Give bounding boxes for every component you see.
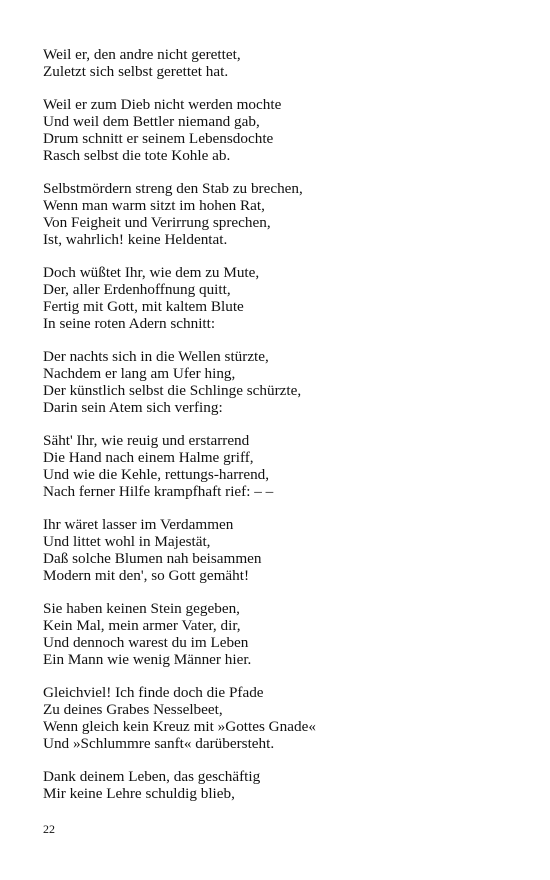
poem-line: Und wie die Kehle, rettungs-harrend, bbox=[43, 466, 270, 483]
poem-line: Die Hand nach einem Halme griff, bbox=[43, 449, 254, 466]
poem-text bbox=[43, 46, 523, 818]
poem-line: Und dennoch warest du im Leben bbox=[43, 634, 249, 651]
poem-line: Kein Mal, mein armer Vater, dir, bbox=[43, 617, 241, 634]
stanza bbox=[43, 516, 523, 584]
poem-line: Der künstlich selbst die Schlinge schürzte, bbox=[43, 382, 302, 399]
stanza bbox=[43, 432, 523, 500]
poem-line: Nach ferner Hilfe krampfhaft rief: – – bbox=[43, 483, 274, 500]
poem-line: Sie haben keinen Stein gegeben, bbox=[43, 600, 240, 617]
poem-line: In seine roten Adern schnitt: bbox=[43, 315, 216, 332]
poem-line: Selbstmördern streng den Stab zu brechen, bbox=[43, 180, 303, 197]
poem-line: Rasch selbst die tote Kohle ab. bbox=[43, 147, 231, 164]
poem-line: Gleichviel! Ich finde doch die Pfade bbox=[43, 684, 264, 701]
stanza bbox=[43, 768, 523, 802]
poem-line: Mir keine Lehre schuldig blieb, bbox=[43, 785, 235, 802]
poem-line: Säht' Ihr, wie reuig und erstarrend bbox=[43, 432, 250, 449]
poem-line: Weil er, den andre nicht gerettet, bbox=[43, 46, 241, 63]
poem-line: Daß solche Blumen nah beisammen bbox=[43, 550, 262, 567]
poem-line: Drum schnitt er seinem Lebensdochte bbox=[43, 130, 274, 147]
poem-line: Wenn man warm sitzt im hohen Rat, bbox=[43, 197, 265, 214]
poem-line: Weil er zum Dieb nicht werden mochte bbox=[43, 96, 282, 113]
poem-line: Und littet wohl in Majestät, bbox=[43, 533, 211, 550]
stanza bbox=[43, 348, 523, 416]
stanza bbox=[43, 600, 523, 668]
poem-line: Ein Mann wie wenig Männer hier. bbox=[43, 651, 252, 668]
poem-line: Nachdem er lang am Ufer hing, bbox=[43, 365, 236, 382]
stanza bbox=[43, 264, 523, 332]
page-number: 22 bbox=[43, 822, 55, 836]
stanza bbox=[43, 96, 523, 164]
poem-line: Wenn gleich kein Kreuz mit »Gottes Gnade« bbox=[43, 718, 316, 735]
poem-line: Dank deinem Leben, das geschäftig bbox=[43, 768, 261, 785]
poem-line: Ist, wahrlich! keine Heldentat. bbox=[43, 231, 228, 248]
stanza bbox=[43, 684, 523, 752]
poem-line: Und weil dem Bettler niemand gab, bbox=[43, 113, 260, 130]
stanza bbox=[43, 180, 523, 248]
poem-line: Von Feigheit und Verirrung sprechen, bbox=[43, 214, 271, 231]
poem-line: Modern mit den', so Gott gemäht! bbox=[43, 567, 250, 584]
poem-line: Doch wüßtet Ihr, wie dem zu Mute, bbox=[43, 264, 260, 281]
poem-line: Und »Schlummre sanft« darübersteht. bbox=[43, 735, 275, 752]
poem-line: Fertig mit Gott, mit kaltem Blute bbox=[43, 298, 244, 315]
stanza bbox=[43, 46, 523, 80]
poem-line: Der nachts sich in die Wellen stürzte, bbox=[43, 348, 269, 365]
poem-line: Zuletzt sich selbst gerettet hat. bbox=[43, 63, 229, 80]
poem-line: Zu deines Grabes Nesselbeet, bbox=[43, 701, 223, 718]
poem-line: Der, aller Erdenhoffnung quitt, bbox=[43, 281, 231, 298]
poem-line: Darin sein Atem sich verfing: bbox=[43, 399, 223, 416]
poem-line: Ihr wäret lasser im Verdammen bbox=[43, 516, 234, 533]
